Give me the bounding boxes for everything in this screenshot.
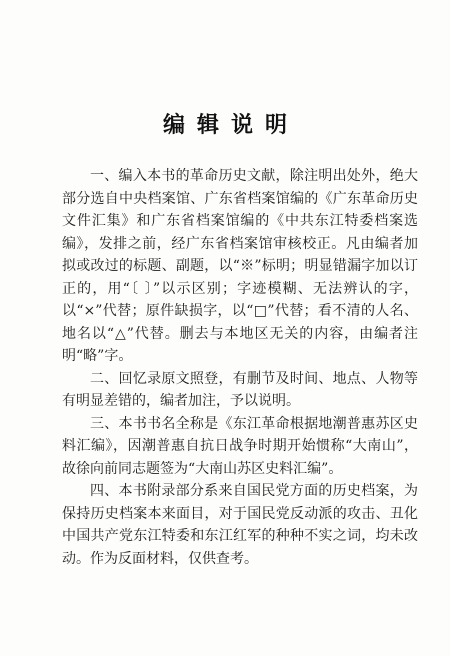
document-body: [62, 165, 418, 570]
paragraph-4: 四、本书附录部分系来自国民党方面的历史档案，为保持历史档案本来面目，对于国民党反动派的攻击、丑化中国共产党东江特委和东江红军的种种不实之词，均未改动。作为反面材料，仅供查考。: [62, 483, 418, 567]
paragraph-1: 一、编入本书的革命历史文献，除注明出处外，绝大部分选自中央档案馆、广东省档案馆编的《广东革命历史文件汇集》和广东省档案馆编的《中共东江特委档案选编》，发排之前，经广东省档案馆审核校正。凡由编者加拟或改过的标题、副题，以“※”标明；明显错漏字加以订正的，用“〔 〕”以示区别；字迹模糊、无法辨认的字，以“×”代替；原件缺损字，以“□”代替；看不清的人名、地名以“△”代替。删去与本地区无关的内容，由编者注明“略”字。: [62, 168, 418, 364]
paragraph-2: 二、回忆录原文照登，有删节及时间、地点、人物等有明显差错的，编者加注，予以说明。: [62, 370, 418, 409]
paragraph-3: 三、本书书名全称是《东江革命根据地潮普惠苏区史料汇编》，因潮普惠自抗日战争时期开始惯称“大南山”，故徐向前同志题签为“大南山苏区史料汇编”。: [62, 415, 418, 477]
page-title: 编辑说明: [162, 112, 299, 138]
